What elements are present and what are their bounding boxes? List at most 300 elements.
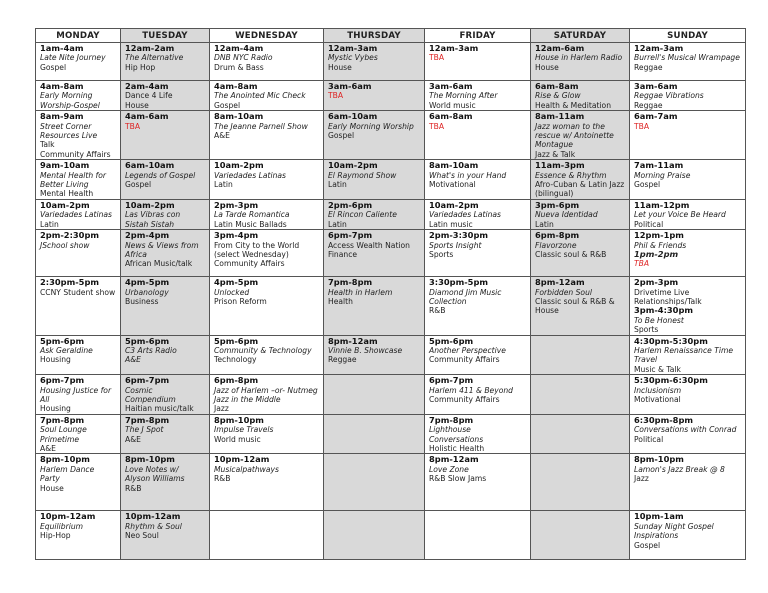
day-header-tuesday: TUESDAY xyxy=(121,29,210,43)
time-slot: 2pm-4pm xyxy=(125,230,170,241)
time-slot: 2pm-3pm xyxy=(634,277,679,288)
show-title: Equilibrium xyxy=(40,521,84,531)
show-genre: Motivational xyxy=(634,394,681,404)
show-genre: Reggae xyxy=(634,62,663,72)
show-genre: Access Wealth Nation xyxy=(328,240,410,250)
show-genre: Gospel xyxy=(40,62,67,72)
schedule-cell-wednesday xyxy=(210,111,324,160)
schedule-cell-wednesday xyxy=(210,160,324,200)
time-slot: 8pm-10pm xyxy=(214,414,264,425)
show-title: Street Corner Resources Live xyxy=(40,121,98,141)
show-title: El Raymond Show xyxy=(328,170,397,180)
schedule-cell-wednesday xyxy=(210,277,324,335)
time-slot: 1am-4am xyxy=(40,43,84,53)
show-genre: Political xyxy=(634,219,664,229)
schedule-cell-friday xyxy=(425,277,531,335)
show-genre: Latin xyxy=(40,219,59,229)
time-slot: 6am-8am xyxy=(429,111,473,122)
show-genre: Sports xyxy=(634,325,659,335)
show-genre: R&B xyxy=(125,483,142,493)
schedule-cell-thursday xyxy=(324,375,425,415)
schedule-cell-wednesday xyxy=(210,375,324,415)
schedule-cell-tuesday xyxy=(121,81,210,111)
schedule-cell-thursday xyxy=(324,454,425,511)
time-slot: 10am-2pm xyxy=(125,199,175,210)
schedule-cell-tuesday xyxy=(121,335,210,375)
show-genre: Drivetime Live xyxy=(634,287,690,297)
schedule-row xyxy=(36,81,746,111)
schedule-cell-saturday xyxy=(531,43,630,81)
schedule-cell-wednesday xyxy=(210,335,324,375)
time-slot: 8pm-12am xyxy=(328,335,378,346)
time-slot: 2pm-6pm xyxy=(328,199,373,210)
show-title: Essence & Rhythm xyxy=(535,170,607,180)
schedule-cell-thursday xyxy=(324,111,425,160)
show-genre: Latin xyxy=(328,180,347,190)
schedule-cell-sunday xyxy=(630,511,746,560)
show-genre: Reggae xyxy=(634,100,663,110)
time-slot: 8pm-12am xyxy=(429,454,479,465)
show-title: Ask Geraldine xyxy=(40,345,93,355)
schedule-cell-friday xyxy=(425,414,531,454)
show-title: Health in Harlem xyxy=(328,287,393,297)
show-title: Variedades Latinas xyxy=(429,210,501,220)
schedule-cell-tuesday xyxy=(121,375,210,415)
schedule-cell-saturday xyxy=(531,335,630,375)
time-slot: 8am-11am xyxy=(535,111,585,122)
schedule-cell-sunday xyxy=(630,335,746,375)
day-header-friday: FRIDAY xyxy=(425,29,531,43)
time-slot: 12am-3am xyxy=(328,43,378,53)
schedule-cell-tuesday xyxy=(121,230,210,277)
show-genre: Sports xyxy=(429,249,454,259)
time-slot: 12am-2am xyxy=(125,43,175,53)
schedule-cell-saturday xyxy=(531,375,630,415)
time-slot: 2pm-3pm xyxy=(214,199,259,210)
tba-label: TBA xyxy=(634,121,650,131)
schedule-cell-sunday xyxy=(630,375,746,415)
show-genre: Health & Meditation xyxy=(535,100,612,110)
schedule-cell-wednesday xyxy=(210,43,324,81)
schedule-cell-wednesday xyxy=(210,454,324,511)
time-slot: 12am-3am xyxy=(429,43,479,53)
show-title: To Be Honest xyxy=(634,315,684,325)
show-title: Let your Voice Be Heard xyxy=(634,210,726,220)
show-genre: Community Affairs xyxy=(429,355,500,365)
time-slot: 3:30pm-5pm xyxy=(429,277,489,288)
time-slot: 8am-10am xyxy=(429,160,479,171)
time-slot: 3am-6am xyxy=(328,81,372,91)
show-genre: Haitian music/talk xyxy=(125,404,194,414)
schedule-cell-thursday xyxy=(324,43,425,81)
schedule-cell-saturday xyxy=(531,81,630,111)
schedule-cell-thursday xyxy=(324,511,425,560)
schedule-cell-thursday xyxy=(324,199,425,229)
schedule-row xyxy=(36,111,746,160)
show-genre: A&E xyxy=(214,131,230,141)
show-genre: R&B Slow Jams xyxy=(429,474,487,484)
day-header-sunday: SUNDAY xyxy=(630,29,746,43)
schedule-cell-monday xyxy=(36,230,121,277)
schedule-cell-friday xyxy=(425,199,531,229)
time-slot: 11am-3pm xyxy=(535,160,585,171)
show-genre: Latin music xyxy=(429,219,473,229)
schedule-cell-friday xyxy=(425,111,531,160)
schedule-cell-wednesday xyxy=(210,230,324,277)
show-title: Sunday Night Gospel Inspirations xyxy=(634,521,714,541)
tba-label: TBA xyxy=(429,53,445,63)
schedule-cell-thursday xyxy=(324,277,425,335)
time-slot: 4pm-5pm xyxy=(125,277,170,288)
show-title: Variedades Latinas xyxy=(40,210,112,220)
time-slot: 8am-10am xyxy=(214,111,264,122)
time-slot: 6am-8am xyxy=(535,81,579,91)
show-genre: House xyxy=(535,62,559,72)
schedule-cell-tuesday xyxy=(121,160,210,200)
show-title: Diamond Jim Music Collection xyxy=(429,287,502,306)
time-slot: 3am-6am xyxy=(429,81,473,91)
show-title: Morning Praise xyxy=(634,170,691,180)
show-title: The J Spot xyxy=(125,425,164,435)
time-slot: 5pm-6pm xyxy=(429,335,474,346)
show-title: Rise & Glow xyxy=(535,91,581,101)
schedule-cell-friday xyxy=(425,454,531,511)
show-genre: Prison Reform xyxy=(214,296,267,306)
schedule-cell-saturday xyxy=(531,199,630,229)
schedule-cell-friday xyxy=(425,511,531,560)
time-slot: 10am-2pm xyxy=(40,199,90,210)
schedule-cell-saturday xyxy=(531,454,630,511)
time-slot: 12am-6am xyxy=(535,43,585,53)
schedule-row xyxy=(36,335,746,375)
show-genre: Housing xyxy=(40,355,71,365)
schedule-cell-sunday xyxy=(630,111,746,160)
show-title: Mystic Vybes xyxy=(328,53,378,63)
show-title: Soul Lounge Primetime xyxy=(40,425,87,444)
schedule-row xyxy=(36,43,746,81)
show-genre: Political xyxy=(634,434,664,444)
show-genre: Hip Hop xyxy=(125,62,156,72)
schedule-cell-monday xyxy=(36,335,121,375)
schedule-cell-thursday xyxy=(324,160,425,200)
show-genre: From City to the World xyxy=(214,240,300,250)
show-title: Conversations with Conrad xyxy=(634,425,737,435)
show-title: The Anointed Mic Check xyxy=(214,91,306,101)
schedule-cell-saturday xyxy=(531,511,630,560)
show-genre: World music xyxy=(429,100,476,110)
show-title: Housing Justice for All xyxy=(40,385,112,404)
time-slot: 9am-10am xyxy=(40,160,90,171)
show-genre: Business xyxy=(125,296,159,306)
show-genre: Community Affairs xyxy=(214,259,285,269)
show-title: Late Nite Journey xyxy=(40,53,106,63)
time-slot: 6pm-8pm xyxy=(214,375,259,386)
show-title: Reggae Vibrations xyxy=(634,91,704,101)
show-genre: Talk xyxy=(40,140,55,150)
schedule-cell-tuesday xyxy=(121,43,210,81)
time-slot: 10pm-1am xyxy=(634,511,684,522)
time-slot: 5pm-6pm xyxy=(125,335,170,346)
show-genre: House xyxy=(125,100,149,110)
schedule-cell-monday xyxy=(36,414,121,454)
schedule-cell-monday xyxy=(36,81,121,111)
time-slot: 4pm-5pm xyxy=(214,277,259,288)
schedule-cell-thursday xyxy=(324,81,425,111)
show-genre: Mental Health xyxy=(40,189,94,199)
show-title: DNB NYC Radio xyxy=(214,53,273,63)
show-genre: Community Affairs xyxy=(429,394,500,404)
schedule-cell-monday xyxy=(36,160,121,200)
schedule-cell-tuesday xyxy=(121,454,210,511)
show-title: Vinnie B. Showcase xyxy=(328,345,403,355)
show-genre: Latin Music Ballads xyxy=(214,219,287,229)
show-genre: A&E xyxy=(40,444,56,453)
tba-label: TBA xyxy=(634,259,650,269)
schedule-row xyxy=(36,277,746,335)
schedule-cell-tuesday xyxy=(121,111,210,160)
schedule-cell-monday xyxy=(36,43,121,81)
show-genre: Neo Soul xyxy=(125,531,159,541)
time-slot: 6pm-7pm xyxy=(40,375,85,386)
show-genre: Gospel xyxy=(634,540,661,550)
show-genre: Classic soul & R&B & House xyxy=(535,296,615,316)
show-title: A&E xyxy=(125,355,141,365)
show-title: Love Notes w/ Alyson Williams xyxy=(125,464,185,484)
time-slot: 10pm-12am xyxy=(214,454,270,465)
time-slot: 10am-2pm xyxy=(429,199,479,210)
time-slot: 4am-6am xyxy=(125,111,169,122)
time-slot: 2pm-3:30pm xyxy=(429,230,489,241)
show-genre: Jazz & Talk xyxy=(535,149,576,159)
time-slot: 10am-2pm xyxy=(328,160,378,171)
show-genre: Finance xyxy=(328,249,358,259)
schedule-cell-monday xyxy=(36,511,121,560)
show-genre: (select Wednesday) xyxy=(214,249,289,259)
time-slot: 3am-6am xyxy=(634,81,678,91)
show-genre: Hip-Hop xyxy=(40,531,71,541)
schedule-row xyxy=(36,375,746,415)
time-slot: 6pm-8pm xyxy=(535,230,580,241)
time-slot: 4am-8am xyxy=(214,81,258,91)
day-header-thursday: THURSDAY xyxy=(324,29,425,43)
show-title: The Morning After xyxy=(429,91,498,101)
show-title: Jazz woman to the rescue w/ Antoinette Montague xyxy=(535,121,614,150)
show-title: Harlem Renaissance Time Travel xyxy=(634,345,734,365)
show-genre: Latin xyxy=(328,219,347,229)
show-title: Cosmic Compendium xyxy=(125,385,176,404)
show-genre: Reggae xyxy=(328,355,357,365)
show-title: Nueva Identidad xyxy=(535,210,598,220)
schedule-row xyxy=(36,414,746,454)
show-genre: Motivational xyxy=(429,180,476,190)
show-title: What's in your Hand xyxy=(429,170,507,180)
time-slot: 8pm-12am xyxy=(535,277,585,288)
schedule-cell-monday xyxy=(36,375,121,415)
schedule-cell-monday xyxy=(36,111,121,160)
show-title: Early Morning Worship-Gospel xyxy=(40,91,100,110)
time-slot: 5pm-6pm xyxy=(214,335,259,346)
show-genre: Gospel xyxy=(328,131,355,141)
show-title: House in Harlem Radio xyxy=(535,53,623,63)
schedule-cell-monday xyxy=(36,277,121,335)
schedule-cell-friday xyxy=(425,230,531,277)
show-title: The Jeanne Parnell Show xyxy=(214,121,308,131)
show-title: Jazz of Harlem –or- Nutmeg Jazz in the Middle xyxy=(214,385,318,404)
schedule-cell-thursday xyxy=(324,414,425,454)
time-slot: 7pm-8pm xyxy=(40,414,85,425)
show-genre: Technology xyxy=(214,355,257,365)
show-title: C3 Arts Radio xyxy=(125,345,177,355)
show-genre: CCNY Student show xyxy=(40,287,116,297)
schedule-cell-sunday xyxy=(630,277,746,335)
schedule-cell-thursday xyxy=(324,230,425,277)
time-slot: 2am-4am xyxy=(125,81,169,91)
time-slot: 3pm-4pm xyxy=(214,230,259,241)
schedule-cell-sunday xyxy=(630,81,746,111)
show-genre: Drum & Bass xyxy=(214,62,264,72)
show-title: Rhythm & Soul xyxy=(125,521,182,531)
time-slot: 12am-3am xyxy=(634,43,684,53)
schedule-cell-saturday xyxy=(531,160,630,200)
time-slot: 10am-2pm xyxy=(214,160,264,171)
show-genre: Gospel xyxy=(214,100,241,110)
time-slot: 7am-11am xyxy=(634,160,684,171)
show-title: JSchool show xyxy=(40,240,90,250)
show-title: La Tarde Romantica xyxy=(214,210,290,220)
schedule-cell-wednesday xyxy=(210,199,324,229)
schedule-cell-saturday xyxy=(531,230,630,277)
show-title: Flavorzone xyxy=(535,240,577,250)
schedule-cell-thursday xyxy=(324,335,425,375)
time-slot: 3pm-6pm xyxy=(535,199,580,210)
time-slot: 8am-9am xyxy=(40,111,84,122)
schedule-cell-saturday xyxy=(531,414,630,454)
schedule-row xyxy=(36,454,746,511)
time-slot: 8pm-10pm xyxy=(40,454,90,465)
time-slot: 5:30pm-6:30pm xyxy=(634,375,708,386)
time-slot: 5pm-6pm xyxy=(40,335,85,346)
show-title: Mental Health for Better Living xyxy=(40,170,106,190)
show-genre: Afro-Cuban & Latin Jazz (bilingual) xyxy=(535,180,625,199)
show-genre: A&E xyxy=(125,434,141,444)
show-genre: Health xyxy=(328,296,353,306)
time-slot: 11am-12pm xyxy=(634,199,690,210)
schedule-cell-tuesday xyxy=(121,414,210,454)
schedule-cell-sunday xyxy=(630,454,746,511)
show-genre: Holistic Health xyxy=(429,444,485,453)
show-title: Legends of Gospel xyxy=(125,170,196,180)
tba-label: TBA xyxy=(429,121,445,131)
show-genre: African Music/talk xyxy=(125,259,193,269)
time-slot: 4:30pm-5:30pm xyxy=(634,335,708,346)
schedule-cell-friday xyxy=(425,160,531,200)
tba-label: TBA xyxy=(125,121,141,131)
show-title: Burrell's Musical Wrampage xyxy=(634,53,740,63)
schedule-cell-sunday xyxy=(630,199,746,229)
show-title: The Alternative xyxy=(125,53,184,63)
tba-label: TBA xyxy=(328,91,344,101)
schedule-cell-friday xyxy=(425,43,531,81)
time-slot: 4am-8am xyxy=(40,81,84,91)
show-genre: House xyxy=(40,483,64,493)
time-slot: 6pm-7pm xyxy=(125,375,170,386)
show-title: Variedades Latinas xyxy=(214,170,286,180)
time-slot: 8pm-10pm xyxy=(634,454,684,465)
time-slot: 12am-4am xyxy=(214,43,264,53)
time-slot: 10pm-12am xyxy=(40,511,96,522)
show-title: Impulse Travels xyxy=(214,425,274,435)
show-title: News & Views from Africa xyxy=(125,240,199,259)
show-genre: World music xyxy=(214,434,261,444)
day-header-saturday: SATURDAY xyxy=(531,29,630,43)
show-title: Las Vibras con Sistah Sistah xyxy=(125,210,181,229)
show-genre: Relationships/Talk xyxy=(634,296,702,306)
schedule-cell-sunday xyxy=(630,160,746,200)
show-title: Harlem Dance Party xyxy=(40,464,95,484)
schedule-row xyxy=(36,511,746,560)
time-slot: 6am-7am xyxy=(634,111,678,122)
schedule-cell-sunday xyxy=(630,230,746,277)
day-header-row xyxy=(36,29,746,43)
show-genre: Dance 4 Life xyxy=(125,91,173,101)
show-title: Sports Insight xyxy=(429,240,482,250)
time-slot: 8pm-10pm xyxy=(125,454,175,465)
schedule-cell-sunday xyxy=(630,414,746,454)
time-slot: 12pm-1pm xyxy=(634,230,684,241)
radio-schedule-table xyxy=(35,28,746,560)
show-title: Harlem 411 & Beyond xyxy=(429,385,513,395)
show-title: Lighthouse Conversations xyxy=(429,425,484,444)
schedule-cell-saturday xyxy=(531,277,630,335)
show-genre: Jazz xyxy=(634,474,649,484)
show-title: El Rincon Caliente xyxy=(328,210,397,220)
show-title: Love Zone xyxy=(429,464,469,474)
show-genre: Latin xyxy=(214,180,233,190)
show-title: Community & Technology xyxy=(214,345,312,355)
schedule-row xyxy=(36,199,746,229)
show-genre: Gospel xyxy=(634,180,661,190)
schedule-cell-friday xyxy=(425,375,531,415)
show-genre: Community Affairs xyxy=(40,149,111,159)
time-slot: 6am-10am xyxy=(328,111,378,122)
show-title: Another Perspective xyxy=(429,345,506,355)
schedule-cell-tuesday xyxy=(121,511,210,560)
schedule-row xyxy=(36,230,746,277)
show-genre: R&B xyxy=(429,306,446,316)
schedule-cell-wednesday xyxy=(210,81,324,111)
day-header-monday: MONDAY xyxy=(36,29,121,43)
schedule-cell-saturday xyxy=(531,111,630,160)
schedule-cell-wednesday xyxy=(210,511,324,560)
show-genre: House xyxy=(328,62,352,72)
time-slot: 1pm-2pm xyxy=(634,248,679,259)
show-title: Musicalpathways xyxy=(214,464,279,474)
show-genre: Jazz xyxy=(214,404,229,414)
time-slot: 2:30pm-5pm xyxy=(40,277,100,288)
show-genre: Music & Talk xyxy=(634,364,681,374)
time-slot: 6am-10am xyxy=(125,160,175,171)
day-header-wednesday: WEDNESDAY xyxy=(210,29,324,43)
schedule-cell-friday xyxy=(425,81,531,111)
schedule-cell-sunday xyxy=(630,43,746,81)
time-slot: 6pm-7pm xyxy=(328,230,373,241)
time-slot: 10pm-12am xyxy=(125,511,181,522)
schedule-cell-wednesday xyxy=(210,414,324,454)
show-title: Early Morning Worship xyxy=(328,121,414,131)
show-title: Forbidden Soul xyxy=(535,287,592,297)
show-title: Phil & Friends xyxy=(634,240,687,250)
schedule-cell-monday xyxy=(36,454,121,511)
